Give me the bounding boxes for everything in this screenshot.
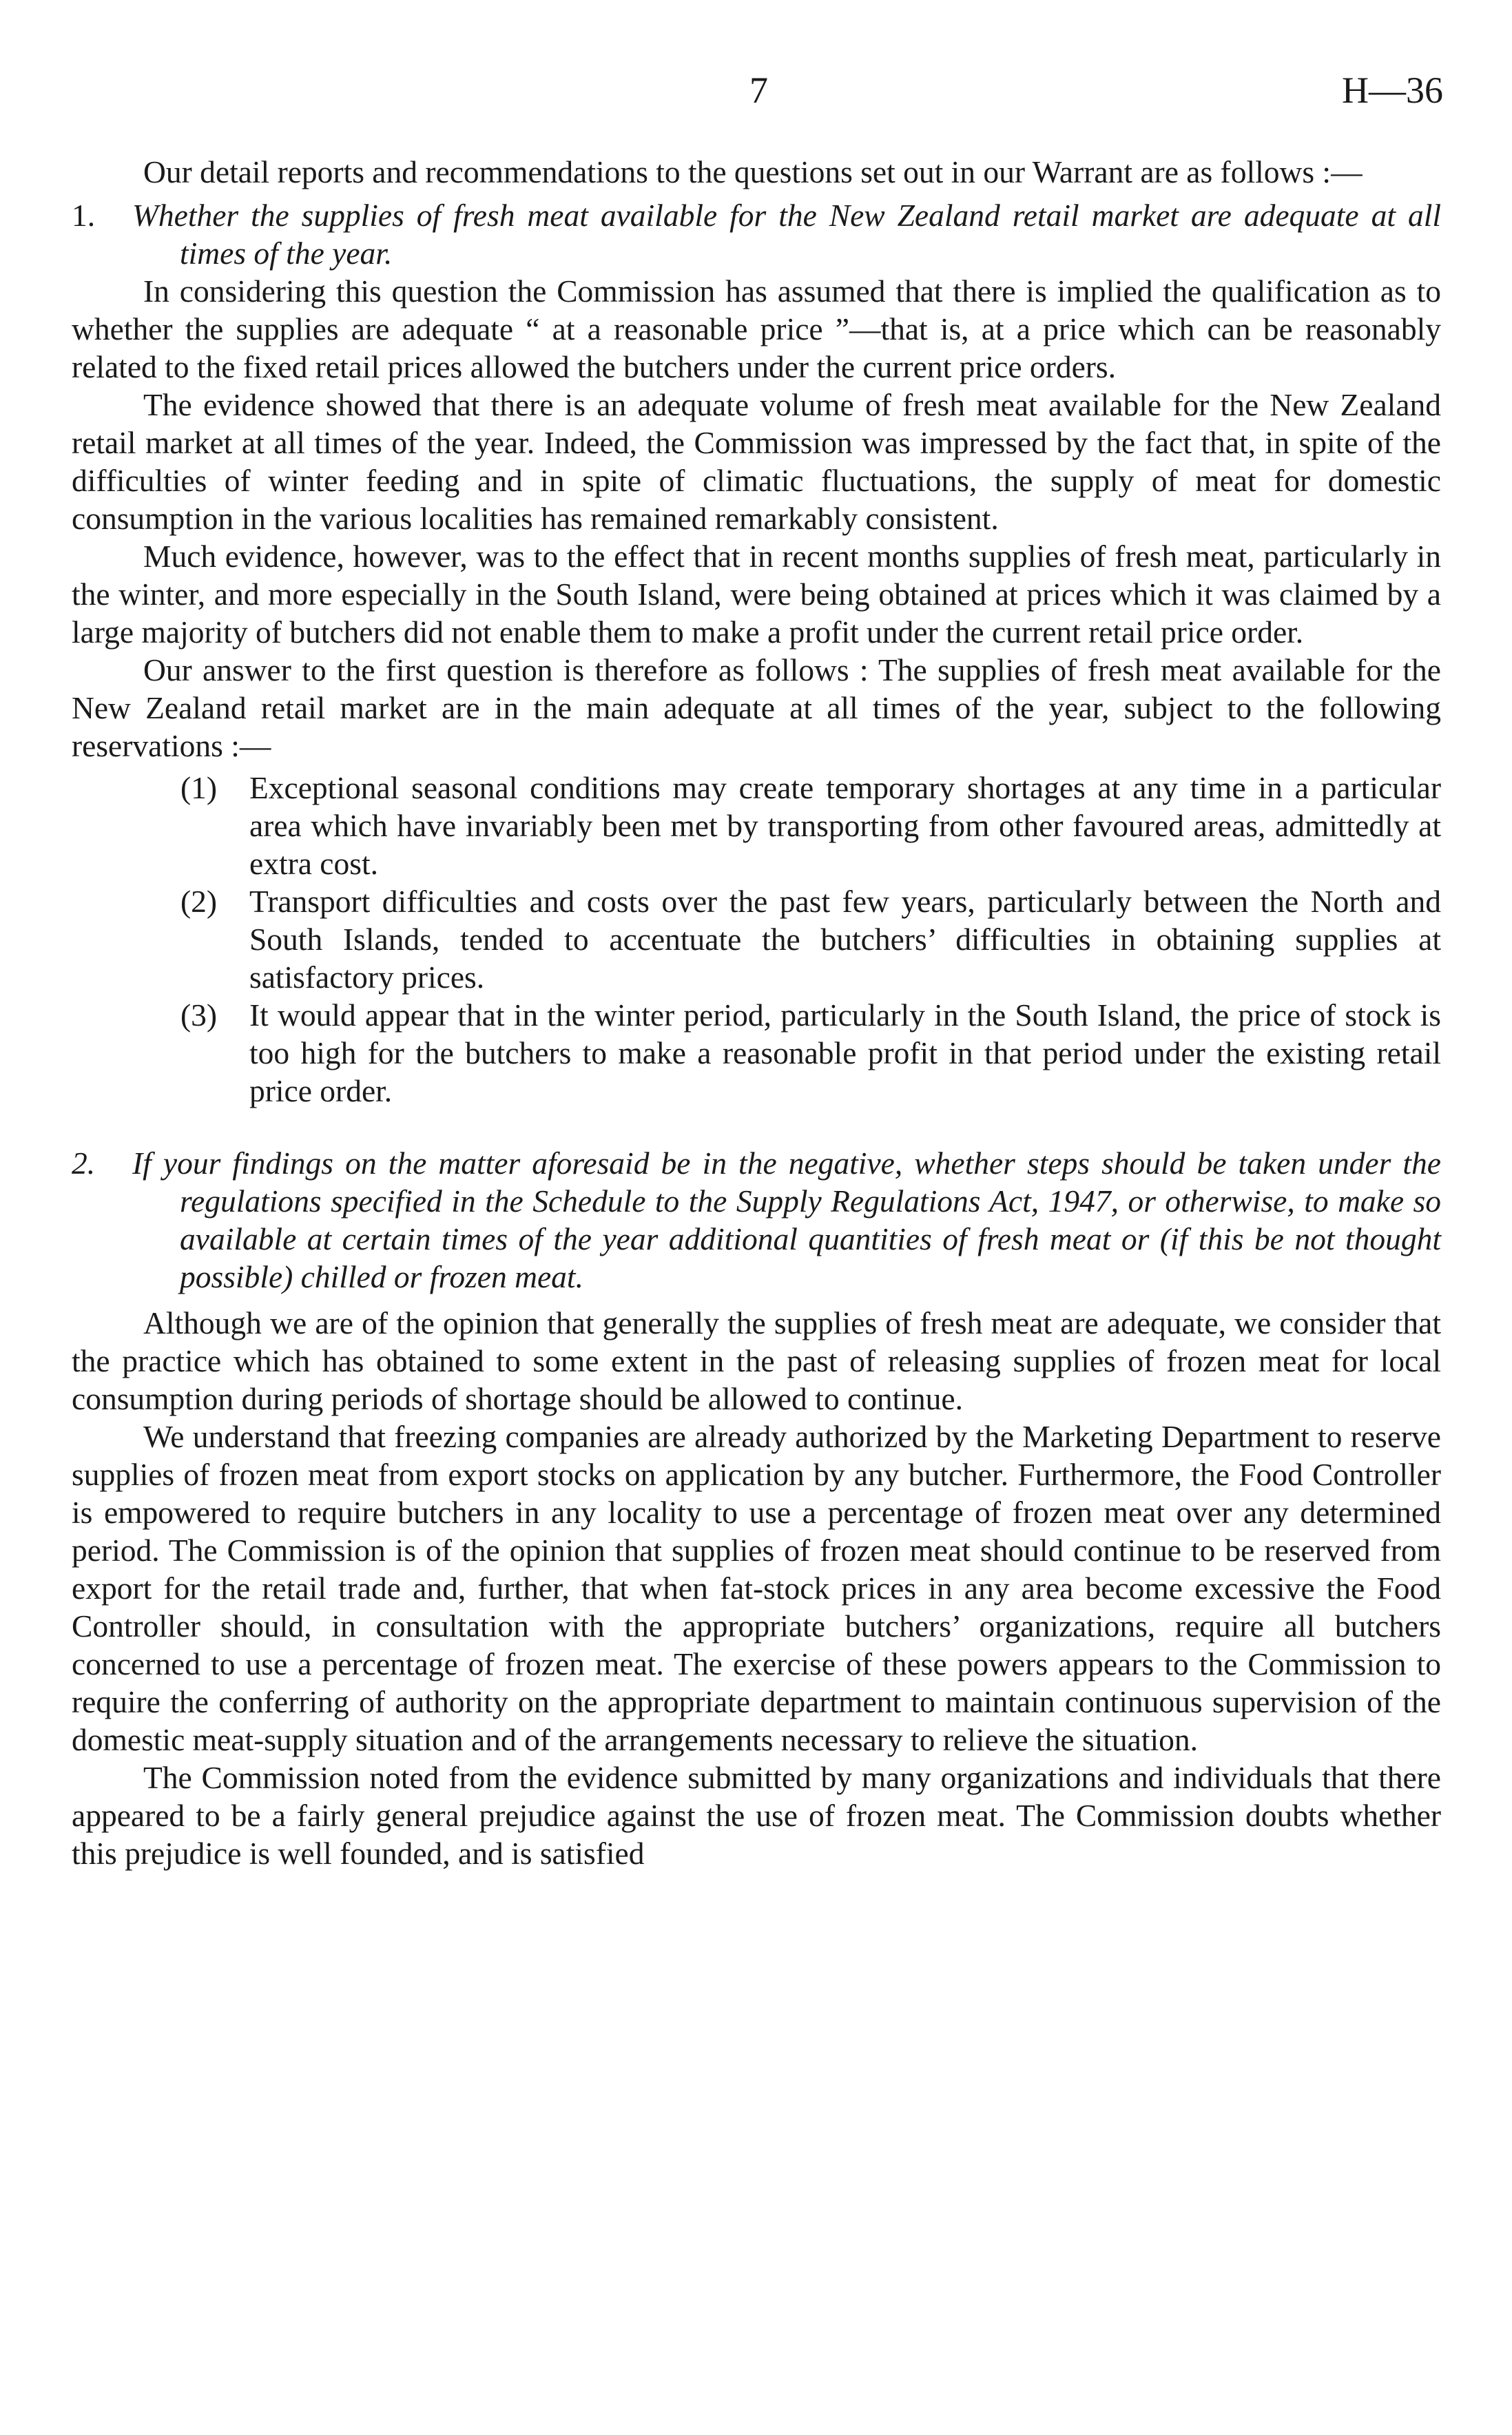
reservation-text: Exceptional seasonal conditions may create temporary shortages at any time in a particular area which have invariably been met by transporting from other favoured areas, admittedly at extra cost. xyxy=(249,770,1441,881)
paragraph: Our answer to the first question is therefore as follows : The supplies of fresh meat available for the New Zealand retail market are in the main adequate at all times of the year, subject to the following reservations :— xyxy=(72,652,1441,763)
paragraph: The evidence showed that there is an adequate volume of fresh meat available for the New Zealand retail market at all times of the year. Indeed, the Commission was impressed by the fact that, in spite of the difficulties of winter feeding and in spite of climatic fluctuations, the supply of meat for domestic consumption in the various localities has remained remarkably consistent. xyxy=(72,387,1441,536)
question-2-text: If your findings on the matter aforesaid be in the negative, whether steps should be taken under the regulations specified in the Schedule to the Supply Regulations Act, 1947, or otherwise, to make so available at certain times of the year additional quantities of fresh meat or (if this be not thought possible) chilled or frozen meat. xyxy=(132,1146,1441,1294)
paragraph: We understand that freezing companies are already authorized by the Marketing Department to reserve supplies of frozen meat from export stocks on application by any butcher. Furthermore, the Food Controller is empowered to require butchers in any locality to use a percentage of frozen meat over any determined period. The Commission is of the opinion that supplies of frozen meat should continue to be reserved from export for the retail trade and, further, that when fat-stock prices in any area become excessive the Food Controller should, in consultation with the appropriate butchers’ organizations, require all butchers concerned to use a percentage of frozen meat. The exercise of these powers appears to the Commission to require the conferring of authority on the appropriate department to maintain continuous supervision of the domestic meat-supply situation and of the arrangements necessary to relieve the situation. xyxy=(72,1419,1441,1757)
reservation-text: It would appear that in the winter period, particularly in the South Island, the price of stock is too high for the butchers to make a reasonable profit in that period under the existing retail price order. xyxy=(249,997,1441,1108)
reservation-item xyxy=(72,996,1441,1110)
question-2-heading xyxy=(72,1144,1441,1296)
question-1-number: 1. xyxy=(72,198,96,233)
reservation-number: (2) xyxy=(180,884,218,919)
question-2-number: 2. xyxy=(72,1146,96,1181)
paragraph: The Commission noted from the evidence submitted by many organizations and individuals that there appeared to be a fairly general prejudice against the use of frozen meat. The Commission doubts whether this prejudice is well founded, and is satisfied xyxy=(72,1760,1441,1871)
reservation-text: Transport difficulties and costs over the past few years, particularly between the North and South Islands, tended to accentuate the butchers’ difficulties in obtaining supplies at satisfactory prices. xyxy=(249,884,1441,995)
document-reference: H—36 xyxy=(1342,70,1443,111)
question-1-heading xyxy=(72,196,1441,272)
reservation-number: (3) xyxy=(180,997,218,1033)
reservation-item xyxy=(72,882,1441,996)
question-1-text: Whether the supplies of fresh meat available for the New Zealand retail market are adequate at all times of the year. xyxy=(132,198,1441,271)
reservation-number: (1) xyxy=(180,770,218,805)
page-header xyxy=(0,69,1512,124)
paragraph: Although we are of the opinion that generally the supplies of fresh meat are adequate, we consider that the practice which has obtained to some extent in the past of releasing supplies of frozen meat for local consumption during periods of shortage should be allowed to continue. xyxy=(72,1305,1441,1416)
intro-paragraph: Our detail reports and recommendations to the questions set out in our Warrant are as follows :— xyxy=(143,154,1363,189)
document-body xyxy=(72,153,1441,1872)
paragraph: Much evidence, however, was to the effect that in recent months supplies of fresh meat, particularly in the winter, and more especially in the South Island, were being obtained at prices which it was claimed by a large majority of butchers did not enable them to make a profit under the current retail price order. xyxy=(72,539,1441,650)
page-number: 7 xyxy=(749,70,768,111)
reservation-item xyxy=(72,769,1441,882)
paragraph: In considering this question the Commission has assumed that there is implied the qualification as to whether the supplies are adequate “ at a reasonable price ”—that is, at a price which can be reasonably related to the fixed retail prices allowed the butchers under the current price orders. xyxy=(72,273,1441,384)
